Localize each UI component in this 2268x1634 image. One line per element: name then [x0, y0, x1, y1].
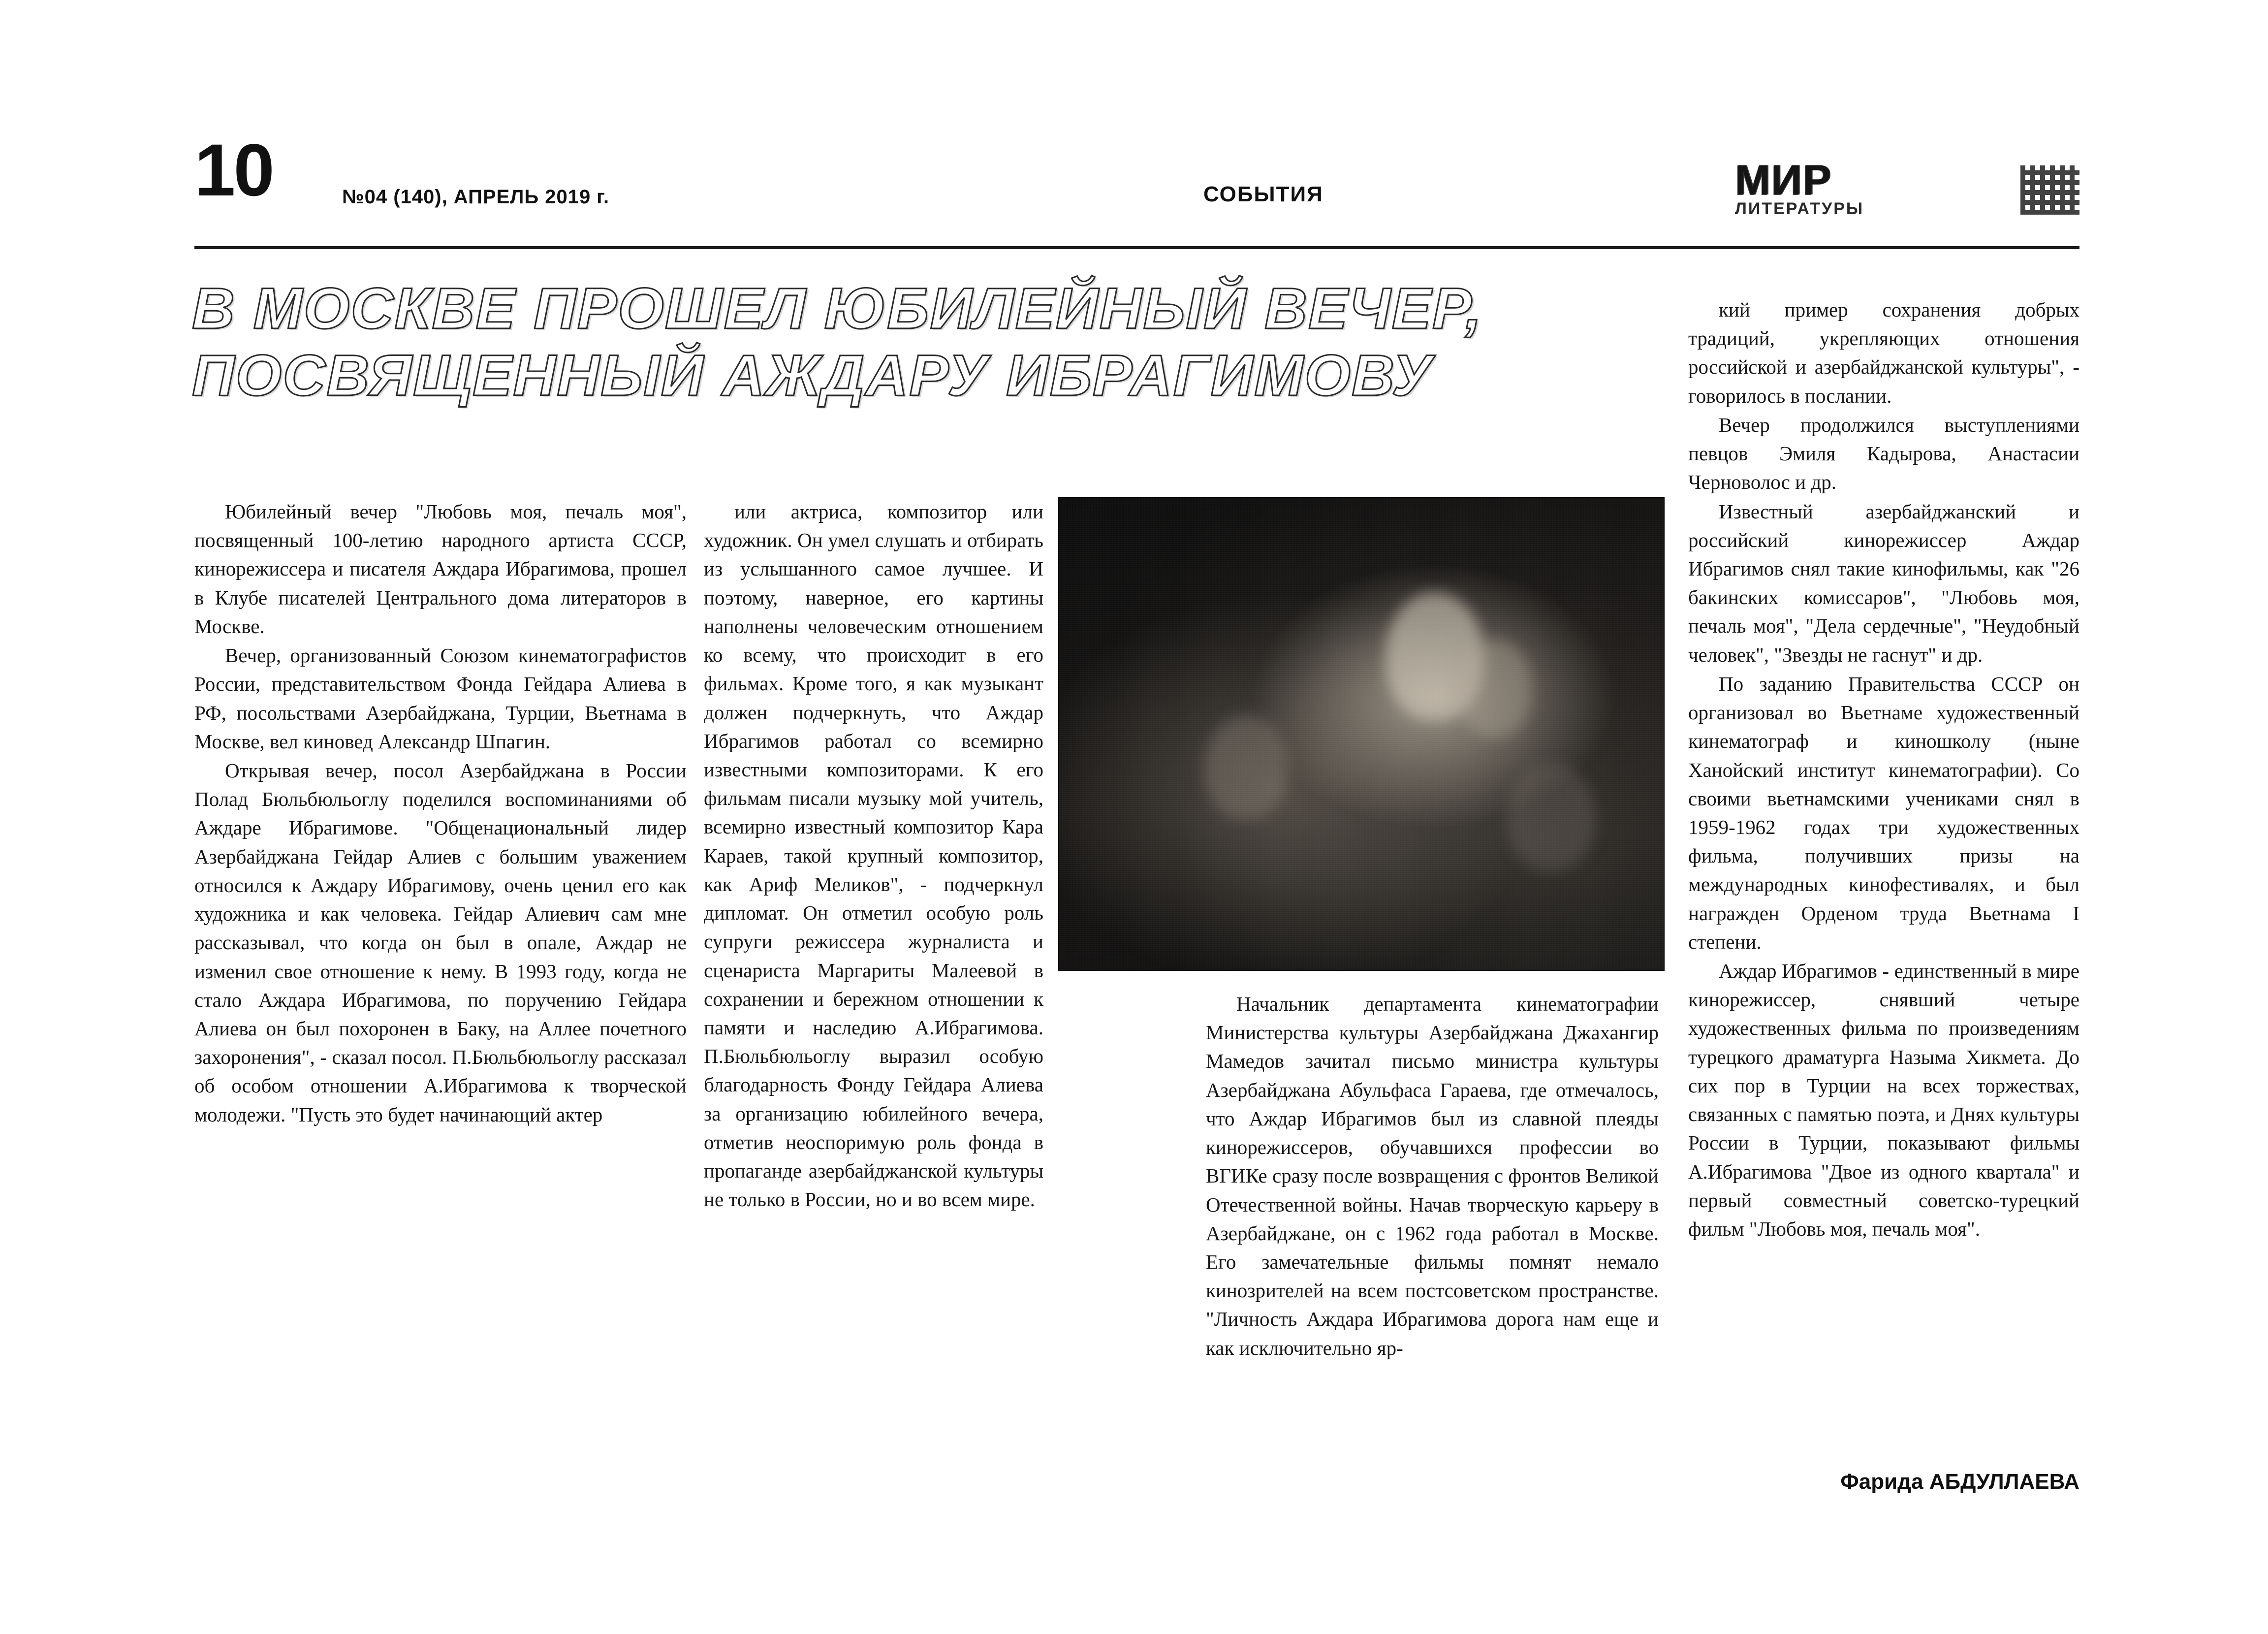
paragraph: Юбилейный вечер "Любовь моя, печаль моя", посвященный 100-летию народного артиста СССР, кинорежиссера и писателя Аждара Ибрагимова, прошел в Клубе писателей Центрального дома литераторов в Москве.	[194, 500, 687, 638]
page-number: 10	[194, 128, 273, 211]
article-photo	[1058, 497, 1665, 971]
paragraph: или актриса, композитор или художник. Он умел слушать и отбирать из услышанного самое лучшее. И поэтому, наверное, его картины наполнены человеческим отношением ко всему, что происходит в его фильмах. Кроме того, я как музыкант должен подчеркнуть, что Аждар Ибрагимов работал со всемирно известными композиторами. К его фильмам писали музыку мой учитель, всемирно известный композитор Кара Караев, такой крупный композитор, как Ариф Меликов", - подчеркнул дипломат. Он отметил особую роль супруги режиссера журналиста и сценариста Маргариты Малеевой в сохранении и бережном отношении к памяти и наследию А.Ибрагимова. П.Бюльбюльоглу выразил особую благодарность Фонду Гейдара Алиева за организацию юбилейного вечера, отметив неоспоримую роль фонда в пропаганде азербайджанской культуры не только в России, но и во всем мире.	[704, 500, 1043, 1211]
paragraph: Вечер продолжился выступлениями певцов Эмиля Кадырова, Анастасии Черноволос и др.	[1688, 413, 2079, 494]
photo-grain-overlay	[1059, 498, 1664, 970]
paragraph: По заданию Правительства СССР он организовал во Вьетнаме художественный кинематограф и киношколу (ныне Ханойский институт кинематографии). Со своими вьетнамскими учениками снял в 1959-1962 годах три художественных фильма, получивших призы на международных кинофестивалях, и был награжден Орденом труда Вьетнама I степени.	[1688, 672, 2079, 953]
article-column-4	[1688, 295, 2079, 1244]
paragraph: Вечер, организованный Союзом кинематографистов России, представительством Фонда Гейдара Алиева в РФ, посольствами Азербайджана, Турции, Вьетнама в Москве, вел киновед Александр Шпагин.	[194, 644, 687, 753]
paragraph: кий пример сохранения добрых традиций, укрепляющих отношения российской и азербайджанской культуры", - говорилось в послании.	[1688, 298, 2079, 407]
headline-line-2: ПОСВЯЩЕННЫЙ АЖДАРУ ИБРАГИМОВУ	[192, 343, 1433, 408]
logo-subtitle: ЛИТЕРАТУРЫ	[1735, 199, 1864, 219]
article-headline	[192, 276, 1639, 409]
logo-pattern-icon	[2020, 165, 2079, 215]
headline-line-1: В МОСКВЕ ПРОШЕЛ ЮБИЛЕЙНЫЙ ВЕЧЕР,	[192, 276, 1483, 341]
paragraph: Аждар Ибрагимов - единственный в мире кинорежиссер, снявший четыре художественных фильма по произведениям турецкого драматурга Назыма Хикмета. До сих пор в Турции на всех торжествах, связанных с памятью поэта, и Днях культуры России в Турции, показывают фильмы А.Ибрагимова "Двое из одного квартала" и первый совместный советско-турецкий фильм "Любовь моя, печаль моя".	[1688, 960, 2079, 1240]
publication-logo	[1735, 157, 2079, 222]
logo-title: МИР	[1735, 157, 1832, 204]
issue-line: №04 (140), АПРЕЛЬ 2019 г.	[342, 186, 610, 208]
article-column-2	[704, 497, 1043, 1214]
article-column-1	[194, 497, 687, 1129]
paragraph: Известный азербайджанский и российский кинорежиссер Аждар Ибрагимов снял такие кинофильмы, как "26 бакинских комиссаров", "Любовь моя, печаль моя", "Дела сердечные", "Неудобный человек", "Звезды не гаснут" и др.	[1688, 500, 2079, 666]
paragraph: Начальник департамента кинематографии Министерства культуры Азербайджана Джахангир Мамедов зачитал письмо министра культуры Азербайджана Абульфаса Гараева, где отмечалось, что Аждар Ибрагимов был из славной плеяды кинорежиссеров, обучавшихся профессии во ВГИКе сразу после возвращения с фронтов Великой Отечественной войны. Начав творческую карьеру в Азербайджане, он с 1962 года работал в Москве. Его замечательные фильмы помнят немало кинозрителей на всем постсоветском пространстве. "Личность Аждара Ибрагимова дорога нам еще и как исключительно яр-	[1206, 993, 1659, 1359]
author-signature: Фарида АБДУЛЛАЕВА	[1840, 1470, 2079, 1494]
paragraph: Открывая вечер, посол Азербайджана в России Полад Бюльбюльоглу поделился воспоминаниями об Аждаре Ибрагимове. "Общенациональный лидер Азербайджана Гейдар Алиев с большим уважением относился к Аждару Ибрагимову, очень ценил его как художника и как человека. Гейдар Алиевич сам мне рассказывал, что когда он был в опале, Аждар не изменил свое отношение к нему. В 1993 году, когда не стало Аждара Ибрагимова, по поручению Гейдара Алиева он был похоронен в Баку, на Аллее почетного захоронения", - сказал посол. П.Бюльбюльоглу рассказал об особом отношении А.Ибрагимова к творческой молодежи. "Пусть это будет начинающий актер	[194, 759, 687, 1126]
article-column-3	[1206, 990, 1659, 1363]
section-title: СОБЫТИЯ	[1203, 182, 1323, 206]
header-divider	[194, 246, 2079, 249]
page-header	[194, 128, 2079, 222]
